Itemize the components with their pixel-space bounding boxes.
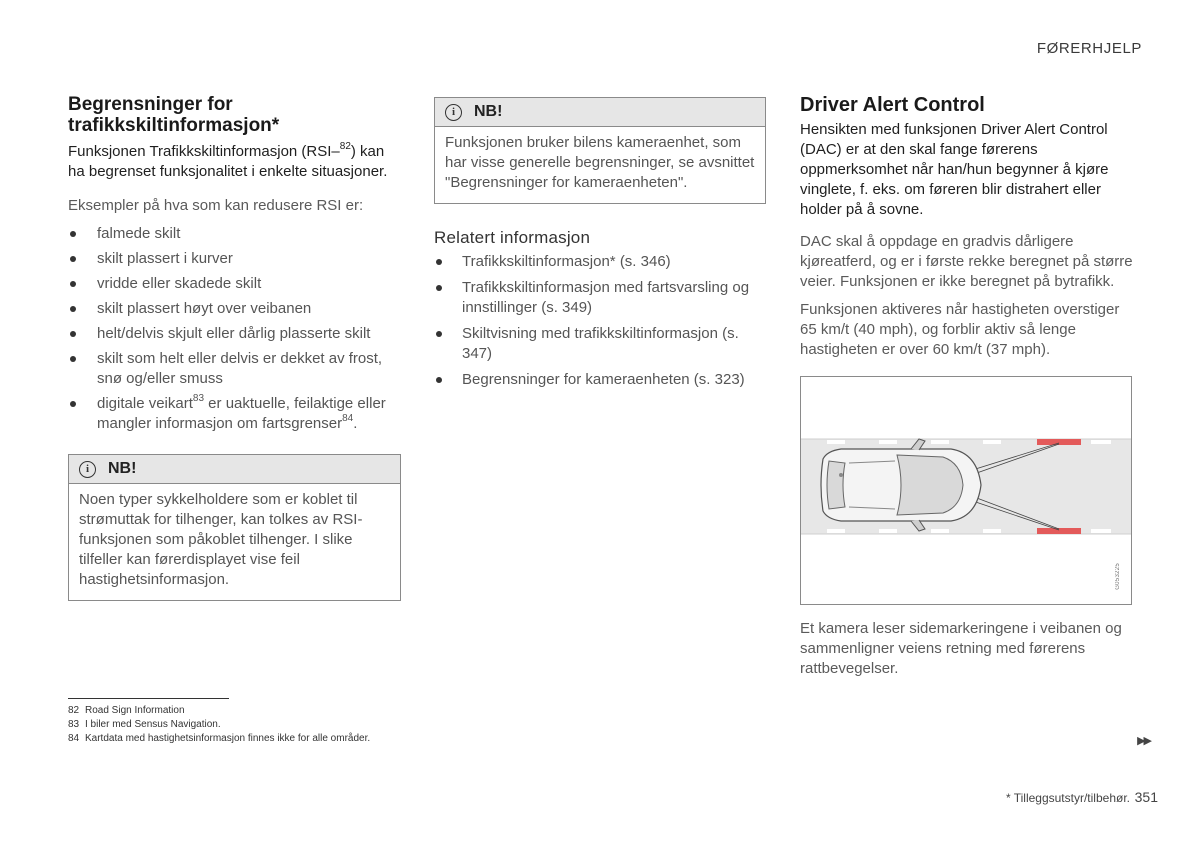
related-link[interactable]: Begrensninger for kameraenheten (s. 323) xyxy=(434,370,766,390)
note-text: Noen typer sykkelholdere som er koblet til strømuttak for tilhenger, kan tolkes av RSI-funksjonen som påkoblet tilhenger. I slike tilfeller kan førerdisplayet vise feil hastighetsinformasjon. xyxy=(79,491,363,588)
dac-intro: Hensikten med funksjonen Driver Alert Control (DAC) er at den skal fange førerens oppmerksomhet når han/hun begynner å kjøre vinglete, f. eks. om føreren blir distrahert eller holder på å sovne. xyxy=(800,121,1109,218)
related-link[interactable]: Skiltvisning med trafikkskiltinformasjon (s. 347) xyxy=(434,324,766,364)
figure-code: G053225 xyxy=(1115,563,1121,590)
dac-paragraph-1: DAC skal å oppdage en gradvis dårligere kjøreatferd, og er i første rekke beregnet på større veier. Funksjonen er ikke beregnet på bytrafikk. xyxy=(800,233,1133,290)
rsi-intro: Funksjonen Trafikkskiltinformasjon (RSI–$^{82}$) kan ha begrenset funksjonalitet i enkelte situasjoner. xyxy=(68,141,388,180)
heading-driver-alert-control: Driver Alert Control xyxy=(800,94,985,116)
list-item: falmede skilt xyxy=(68,224,401,244)
footnotes xyxy=(68,704,370,746)
related-link[interactable]: Trafikkskiltinformasjon med fartsvarsling og innstillinger (s. 349) xyxy=(434,278,766,318)
list-item: helt/delvis skjult eller dårlig plasserte skilt xyxy=(68,324,401,344)
examples-intro: Eksempler på hva som kan redusere RSI er: xyxy=(68,197,364,214)
double-arrow-icon[interactable]: ▶▶ xyxy=(1137,735,1150,747)
footnote: 83 I biler med Sensus Navigation. xyxy=(68,719,221,730)
heading-rsi-limitations: Begrensninger for trafikkskiltinformasjon* xyxy=(68,94,280,136)
rsi-limitations-list xyxy=(68,224,401,434)
dac-illustration xyxy=(800,376,1132,605)
note-title: NB! xyxy=(108,460,137,477)
footnote-ref-82[interactable]: 82 xyxy=(339,141,351,152)
footnote: 82 Road Sign Information xyxy=(68,705,185,716)
footnote-divider xyxy=(68,698,229,699)
car-on-road-illustration xyxy=(801,377,1131,604)
note-title: NB! xyxy=(474,103,503,120)
left-column xyxy=(68,94,401,601)
figure-caption: Et kamera leser sidemarkeringene i veibanen og sammenligner veiens retning med førerens rattbevegelser. xyxy=(800,620,1122,677)
related-link[interactable]: Trafikkskiltinformasjon* (s. 346) xyxy=(434,252,766,272)
list-item: vridde eller skadede skilt xyxy=(68,274,401,294)
list-item: skilt plassert høyt over veibanen xyxy=(68,299,401,319)
car-top-view xyxy=(821,439,981,531)
page-number: 351 xyxy=(1134,789,1158,805)
middle-column xyxy=(434,97,766,396)
note-box-bike-carrier xyxy=(68,454,401,601)
related-info-list xyxy=(434,252,766,390)
section-title: FØRERHJELP xyxy=(1036,40,1142,57)
list-item: skilt som helt eller delvis er dekket av frost, snø og/eller smuss xyxy=(68,349,401,389)
footnote-ref-83[interactable]: 83 xyxy=(192,393,205,404)
right-column xyxy=(800,94,1134,679)
note-box-camera xyxy=(434,97,766,204)
optional-equipment-note: * Tilleggsutstyr/tilbehør. xyxy=(1005,791,1130,805)
info-icon: i xyxy=(79,461,96,478)
list-item: digitale veikart$^{83}$ er uaktuelle, feilaktige eller mangler informasjon om fartsgrenser$^{84}$. xyxy=(68,394,401,434)
list-item: skilt plassert i kurver xyxy=(68,249,401,269)
note-header xyxy=(69,455,400,484)
related-info-heading: Relatert informasjon xyxy=(434,228,591,247)
footnote-ref-84[interactable]: 84 xyxy=(342,413,354,424)
note-header xyxy=(435,98,765,127)
dac-paragraph-2: Funksjonen aktiveres når hastigheten overstiger 65 km/t (40 mph), og forblir aktiv så lenge hastigheten er over 60 km/t (37 mph). xyxy=(800,301,1120,358)
note-text: Funksjonen bruker bilens kameraenhet, som har visse generelle begrensninger, se avsnittet "Begrensninger for kameraenheten". xyxy=(445,134,755,191)
footnote: 84 Kartdata med hastighetsinformasjon finnes ikke for alle områder. xyxy=(68,733,371,744)
info-icon: i xyxy=(445,104,462,121)
